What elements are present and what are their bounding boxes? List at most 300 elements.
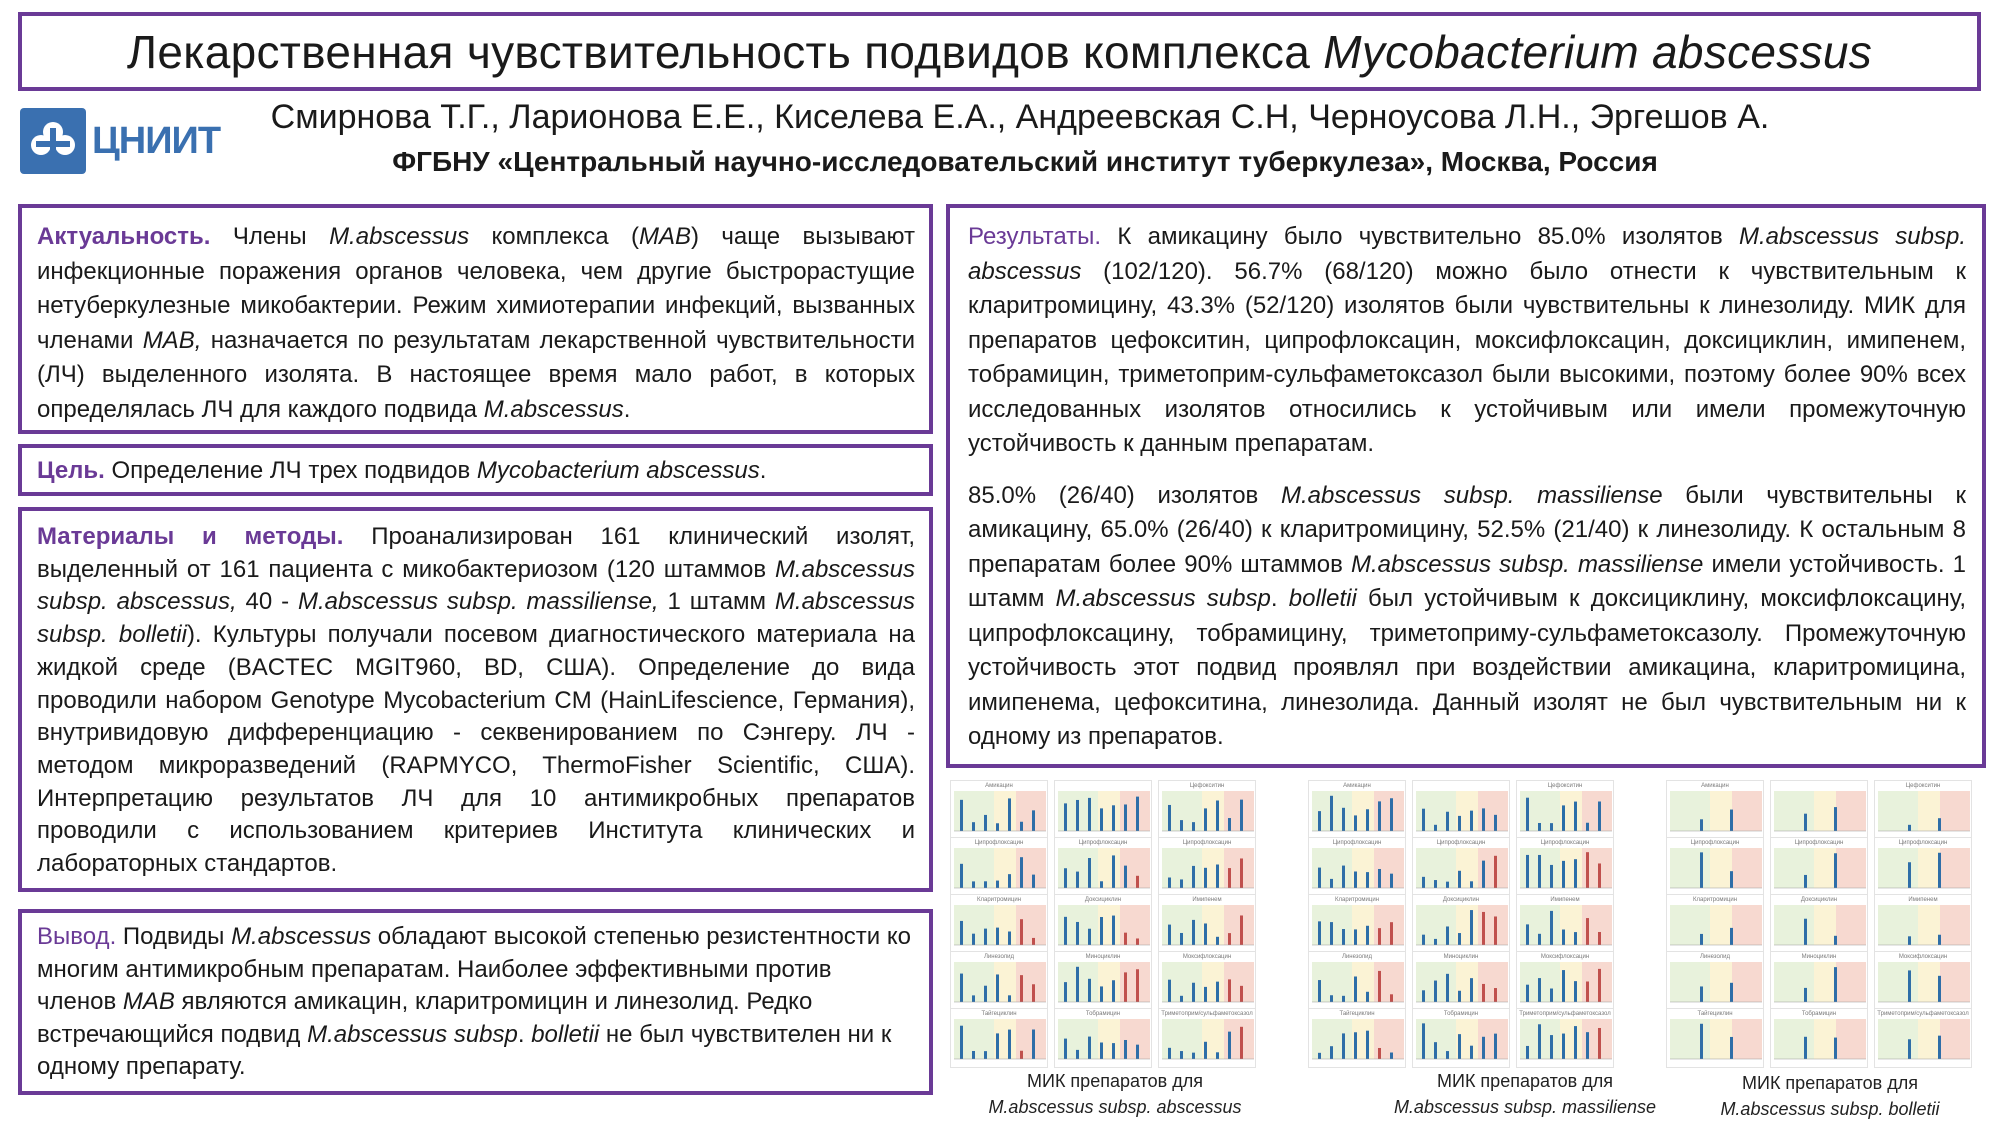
mic-chart-svg <box>1162 905 1254 951</box>
mic-bar <box>1446 1051 1449 1059</box>
mic-bar <box>1318 1053 1321 1059</box>
mic-bar <box>1494 1034 1497 1059</box>
mic-bar <box>1422 990 1425 1002</box>
mic-bar <box>1136 797 1139 831</box>
mic-bar <box>1064 803 1067 831</box>
mic-bar <box>1330 796 1333 831</box>
mic-bar <box>1834 807 1837 831</box>
mic-chart-panel <box>1666 837 1764 897</box>
results-body-1 <box>968 223 1966 457</box>
mic-bar <box>1938 853 1941 888</box>
mic-bar <box>960 864 963 888</box>
mic-bar <box>1598 932 1601 945</box>
mic-chart-svg <box>1058 905 1150 951</box>
mic-chart-panel-title: Триметоприм/сульфаметоксазол <box>1877 1011 1969 1017</box>
italic-term: Mycobacterium abscessus <box>476 457 760 484</box>
mic-bar <box>1318 811 1321 831</box>
text-run: был устойчивым к доксициклину, моксифлоксацину, ципрофлоксацину, тобрамицину, триметоприму-сульфаметоксазолу. Промежуточную устойчивость этот подвид проявлял при воздействии амикацина, кларитромицина, имипенема, цефокситина, линезолида. Данный изолят не был чувствительным ни к одному из препаратов. <box>968 585 1966 750</box>
mic-bar <box>1700 852 1703 888</box>
mic-chart-panel-title: Ципрофлоксацин <box>1540 840 1590 846</box>
mic-zone <box>1918 791 1940 831</box>
mic-chart-panel-title: Ципрофлоксацин <box>1182 840 1232 846</box>
mic-bar <box>1804 919 1807 945</box>
mic-chart-panel <box>1054 951 1152 1011</box>
mic-bar <box>1700 934 1703 945</box>
mic-bar <box>1598 863 1601 888</box>
mic-bar <box>1124 866 1127 888</box>
italic-term: M.abscessus subsp. massiliense <box>1281 481 1663 509</box>
mic-bar <box>1834 853 1837 888</box>
relevance-section <box>18 204 933 434</box>
mic-zone <box>1814 962 1836 1002</box>
mic-bar <box>1088 979 1091 1002</box>
mic-chart-panel-title: Моксифлоксацин <box>1182 954 1232 960</box>
text-run: . <box>1270 585 1289 612</box>
mic-bar <box>1494 988 1497 1002</box>
mic-bar <box>1494 815 1497 831</box>
mic-bar <box>1330 922 1333 945</box>
mic-chart-panel <box>1516 951 1614 1011</box>
mic-bar <box>1032 1029 1035 1059</box>
mic-chart-svg <box>954 962 1046 1008</box>
mic-bar <box>1434 825 1437 831</box>
mic-bar <box>1938 935 1941 945</box>
mic-bar <box>1008 931 1011 945</box>
mic-bar <box>1064 982 1067 1002</box>
text-run: Члены <box>210 223 330 250</box>
mic-bar <box>1228 868 1231 888</box>
goal-heading: Цель. <box>37 457 105 484</box>
mic-bar <box>1804 875 1807 888</box>
mic-chart-panel-title: Имипенем <box>1550 897 1580 903</box>
mic-chart-svg <box>1774 905 1866 951</box>
mic-bar <box>1020 919 1023 945</box>
mic-bar <box>1240 858 1243 888</box>
mic-bar <box>984 986 987 1002</box>
text-run: были чувствительны к амикацину, 65.0% (26/40) к кларитромицину, 52.5% (21/40) к линезолиду. К остальным 8 препаратам более 90% штаммов <box>968 481 1967 578</box>
mic-bar <box>960 1026 963 1059</box>
mic-bar <box>1168 1048 1171 1059</box>
mic-chart-panel-title: Кларитромицин <box>1334 897 1380 903</box>
mic-zone <box>1878 848 1918 888</box>
mic-zone <box>1732 1019 1762 1059</box>
mic-chart-panel <box>1516 780 1614 840</box>
mic-chart-panel <box>1054 780 1152 840</box>
mic-bar <box>1494 856 1497 888</box>
mic-bar <box>1216 982 1219 1002</box>
mic-bar <box>1482 861 1485 888</box>
mic-bar <box>1938 976 1941 1002</box>
mic-chart-svg <box>1520 1019 1612 1065</box>
mic-chart-panel-title: Цефокситин <box>1189 783 1225 789</box>
mic-bar <box>1318 921 1321 945</box>
mic-chart-panel <box>1158 837 1256 897</box>
mic-zone <box>1670 848 1710 888</box>
mic-bar <box>1354 976 1357 1002</box>
mic-chart-svg <box>1670 905 1762 951</box>
mic-bar <box>960 921 963 945</box>
mic-bar <box>1228 1032 1231 1059</box>
mic-bar <box>1562 861 1565 888</box>
mic-chart-svg <box>1312 791 1404 837</box>
mic-bar <box>1124 933 1127 945</box>
mic-bar <box>1574 802 1577 831</box>
text-run: . <box>623 395 631 423</box>
mic-chart-svg <box>1162 1019 1254 1065</box>
mic-chart-panel-title: Моксифлоксацин <box>1898 954 1948 960</box>
mic-chart-panel-title: Линезолид <box>983 954 1015 960</box>
mic-zone <box>1670 962 1710 1002</box>
mic-bar <box>1526 798 1529 831</box>
mic-chart-panel-title: Ципрофлоксацин <box>974 840 1024 846</box>
mic-chart-panel-title: Миноциклин <box>1085 954 1121 960</box>
goal-section <box>18 444 933 496</box>
mic-chart-panel-title: Моксифлоксацин <box>1540 954 1590 960</box>
mic-chart-panel-title: Миноциклин <box>1443 954 1479 960</box>
institute-line: ФГБНУ «Центральный научно-исследовательский институт туберкулеза», Москва, Россия <box>392 146 1658 177</box>
italic-term: M.abscessus <box>483 395 624 423</box>
mic-bar <box>1192 983 1195 1002</box>
mic-bar <box>972 1051 975 1059</box>
mic-bar <box>996 881 999 888</box>
conclusion-section <box>18 909 933 1095</box>
mic-bar <box>1598 801 1601 831</box>
mic-bar <box>1342 808 1345 831</box>
mic-zone <box>1670 791 1710 831</box>
mic-zone <box>1710 791 1732 831</box>
italic-term: M.abscessus subsp <box>1055 585 1271 612</box>
mic-bar <box>1112 805 1115 831</box>
mic-bar <box>1240 1027 1243 1059</box>
mic-bar <box>1700 986 1703 1002</box>
mic-bar <box>1458 1034 1461 1059</box>
mic-chart-svg <box>1312 1019 1404 1065</box>
mic-bar <box>1136 938 1139 945</box>
text-run: ). Культуры получали посевом диагностического материала на жидкой среде (BACTEC MGIT960, BD, США). Определение до вида проводили набором Genotype Mycobacterium CM (HainLifescience, Германия), внутривидовую дифференциацию - секвенированием по Сэнгеру. ЛЧ - методом микроразведений (RAPMYCO, ThermoFisher Scientific, США). Интерпретацию результатов ЛЧ для 10 антимикробных препаратов проводили с использованием критериев Института клинических и лабораторных стандартов. <box>37 621 915 878</box>
mic-bar <box>1020 822 1023 831</box>
mic-zone <box>1918 905 1940 945</box>
mic-chart-panel <box>1412 1008 1510 1068</box>
mic-bar <box>1180 996 1183 1002</box>
mic-bar <box>1550 823 1553 831</box>
mic-bar <box>1240 986 1243 1002</box>
mic-chart-panel <box>1770 894 1868 954</box>
italic-term: bolletii <box>531 1020 600 1048</box>
mic-bar <box>1422 1023 1425 1059</box>
mic-chart-panel <box>950 780 1048 840</box>
italic-term: M.abscessus subsp. bolletii <box>37 588 915 649</box>
mic-bar <box>1470 978 1473 1002</box>
mic-zone <box>1710 1019 1732 1059</box>
mic-chart-svg <box>1878 962 1970 1008</box>
mic-bar <box>1538 978 1541 1002</box>
mic-zone <box>1774 905 1814 945</box>
mic-chart-panel-title: Ципрофлоксацин <box>1794 840 1844 846</box>
italic-term: M.abscessus subsp. abscessus, <box>37 555 915 616</box>
mic-bar <box>1112 855 1115 888</box>
mic-chart-panel <box>1666 894 1764 954</box>
mic-bar <box>1088 1037 1091 1059</box>
mic-bar <box>972 822 975 831</box>
mic-bar <box>1598 1028 1601 1059</box>
mic-bar <box>972 881 975 888</box>
mic-bar <box>1562 1034 1565 1059</box>
mic-bar <box>1470 910 1473 945</box>
mic-chart-panel <box>1874 951 1972 1011</box>
mic-bar <box>1446 812 1449 831</box>
mic-bar <box>1730 983 1733 1002</box>
mic-bar <box>1804 988 1807 1002</box>
mic-bar <box>1938 1036 1941 1059</box>
mic-bar <box>984 1051 987 1059</box>
text-run: обладают высокой степенью резистентности ко многим антимикробным препаратам. Наиболее эффективными против членов <box>37 923 911 1015</box>
mic-bar <box>1008 798 1011 831</box>
mic-bar <box>1434 939 1437 945</box>
mic-bar <box>1730 1037 1733 1059</box>
mic-bar <box>1538 823 1541 831</box>
mic-bar <box>1538 1024 1541 1059</box>
mic-bar <box>1124 972 1127 1002</box>
mic-bar <box>1390 1053 1393 1059</box>
mic-bar <box>1204 1042 1207 1059</box>
mic-bar <box>1240 800 1243 831</box>
mic-chart-panel <box>1666 1008 1764 1068</box>
mic-bar <box>1730 871 1733 888</box>
mic-bar <box>996 928 999 945</box>
mic-zone <box>1732 962 1762 1002</box>
mic-zone <box>1878 1019 1918 1059</box>
mic-chart-panel <box>1666 780 1764 840</box>
mic-bar <box>1434 880 1437 888</box>
mic-bar <box>1482 984 1485 1002</box>
results-section <box>946 204 1986 768</box>
methods-text <box>37 521 915 881</box>
mic-bar <box>1228 933 1231 945</box>
mic-chart-panel <box>1412 837 1510 897</box>
mic-zone <box>1836 905 1866 945</box>
text-run: Подвиды <box>116 923 232 950</box>
mic-chart-svg <box>1878 848 1970 894</box>
mic-bar <box>1354 929 1357 945</box>
mic-bar <box>1100 917 1103 945</box>
mic-zone <box>1836 962 1866 1002</box>
mic-chart-panel <box>1054 894 1152 954</box>
italic-term: MAB, <box>142 326 202 354</box>
mic-bar <box>984 881 987 888</box>
mic-zone <box>1836 848 1866 888</box>
mic-chart-svg <box>1670 1019 1762 1065</box>
mic-bar <box>1124 1040 1127 1059</box>
mic-bar <box>1342 1033 1345 1059</box>
mic-zone <box>1732 905 1762 945</box>
mic-bar <box>960 800 963 831</box>
mic-chart-panel-title: Доксициклин <box>1084 897 1122 903</box>
mic-zone <box>1918 1019 1940 1059</box>
mic-bar <box>1216 1052 1219 1059</box>
mic-bar <box>1494 916 1497 945</box>
text-run: . <box>759 457 767 484</box>
mic-chart-panel-title: Амикацин <box>985 783 1013 789</box>
mic-chart-panel-title: Ципрофлоксацин <box>1690 840 1740 846</box>
mic-bar <box>1192 920 1195 945</box>
mic-bar <box>1938 818 1941 831</box>
mic-bar <box>1908 970 1911 1002</box>
results-heading: Результаты. <box>968 223 1102 250</box>
text-run: Определение ЛЧ трех подвидов <box>104 457 477 484</box>
mic-chart-panel <box>1308 894 1406 954</box>
mic-zone <box>1774 791 1814 831</box>
mic-chart-svg <box>1058 848 1150 894</box>
mic-bar <box>1318 980 1321 1002</box>
mic-bar <box>996 1033 999 1059</box>
mic-bar <box>1020 857 1023 888</box>
mic-chart-svg <box>1520 905 1612 951</box>
mic-bar <box>1342 996 1345 1002</box>
mic-zone <box>1814 848 1836 888</box>
mic-chart-panel-title: Ципрофлоксацин <box>1898 840 1948 846</box>
italic-term: M.abscessus <box>231 923 372 950</box>
mic-chart-svg <box>1416 905 1508 951</box>
mic-bar <box>1342 866 1345 888</box>
mic-chart-svg <box>1162 848 1254 894</box>
mic-bar <box>1470 881 1473 888</box>
mic-bar <box>1354 815 1357 831</box>
mic-chart-panel-title: Тобрамицин <box>1443 1011 1479 1017</box>
mic-bar <box>1112 916 1115 945</box>
mic-chart-svg <box>1520 962 1612 1008</box>
mic-bar <box>1458 933 1461 945</box>
mic-zone <box>1940 848 1970 888</box>
mic-chart-panel <box>1308 1008 1406 1068</box>
mic-chart-panel-title: Имипенем <box>1192 897 1222 903</box>
goal-text <box>37 454 915 489</box>
mic-bar <box>1730 928 1733 945</box>
mic-chart-svg <box>1312 962 1404 1008</box>
mic-bar <box>1008 1030 1011 1059</box>
mic-chart-svg <box>1520 848 1612 894</box>
mic-chart-svg <box>954 848 1046 894</box>
mic-zone <box>1814 1019 1836 1059</box>
mic-chart-panel <box>1308 780 1406 840</box>
italic-term: M.abscessus subsp <box>307 1020 518 1048</box>
mic-chart-panel <box>1308 951 1406 1011</box>
italic-term: M.abscessus subsp. massiliense, <box>298 588 659 616</box>
mic-bar <box>1446 882 1449 888</box>
mic-bar <box>1804 814 1807 831</box>
mic-zone <box>1814 791 1836 831</box>
mic-chart-panel <box>1054 1008 1152 1068</box>
mic-zone <box>1774 1019 1814 1059</box>
mic-bar <box>996 823 999 831</box>
mic-bar <box>1168 925 1171 945</box>
mic-bar <box>1434 981 1437 1002</box>
mic-zone <box>1670 905 1710 945</box>
mic-zone <box>1940 905 1970 945</box>
mic-chart-panel <box>1054 837 1152 897</box>
mic-chart-svg <box>1162 791 1254 837</box>
italic-term: M.abscessus subsp. abscessus <box>968 223 1967 285</box>
mic-zone <box>1836 1019 1866 1059</box>
mic-bar <box>1378 928 1381 945</box>
mic-bar <box>1390 922 1393 945</box>
mic-bar <box>1064 1039 1067 1059</box>
mic-chart-svg <box>1878 791 1970 837</box>
mic-chart-panel <box>1770 1008 1868 1068</box>
mic-bar <box>1112 980 1115 1002</box>
mic-bar <box>1482 912 1485 945</box>
mic-bar <box>1434 1042 1437 1059</box>
mic-chart-svg <box>1058 791 1150 837</box>
relevance-body <box>37 223 915 423</box>
mic-bar <box>1330 1046 1333 1059</box>
mic-chart-svg <box>1416 1019 1508 1065</box>
mic-bar <box>1136 1045 1139 1059</box>
mic-bar <box>1100 1042 1103 1059</box>
mic-bar <box>1076 800 1079 831</box>
mic-chart-panel <box>950 1008 1048 1068</box>
mic-bar <box>1088 858 1091 888</box>
mic-bar <box>1550 911 1553 945</box>
mic-bar <box>1216 800 1219 831</box>
mic-chart-panel <box>1412 894 1510 954</box>
text-run: не был чувствителен ни к одному препарату. <box>37 1020 892 1080</box>
mic-chart-panel <box>1874 837 1972 897</box>
mic-chart-panel <box>1158 1008 1256 1068</box>
mic-bar <box>1804 1037 1807 1059</box>
mic-chart-svg <box>1058 962 1150 1008</box>
mic-bar <box>1446 974 1449 1002</box>
mic-bar <box>1100 881 1103 888</box>
mic-bar <box>1064 917 1067 945</box>
methods-heading: Материалы и методы. <box>37 523 344 550</box>
mic-chart-panel-title: Имипенем <box>1908 897 1938 903</box>
mic-bar <box>1100 986 1103 1002</box>
authors-line: Смирнова Т.Г., Ларионова Е.Е., Киселева Е.А., Андреевская С.Н, Черноусова Л.Н., Эргешов А. <box>270 98 1770 136</box>
text-run: Проанализирован 161 клинический изолят, выделенный от 161 пациента с микобактериозом (120 штаммов <box>37 523 916 583</box>
mic-bar <box>1378 1048 1381 1059</box>
mic-chart-panel-title: Ципрофлоксацин <box>1436 840 1486 846</box>
mic-bar <box>1020 1051 1023 1059</box>
text-run: К амикацину было чувствительно 85.0% изолятов <box>1101 223 1739 250</box>
mic-bar <box>1168 805 1171 831</box>
mic-bar <box>1342 929 1345 945</box>
mic-bar <box>1446 926 1449 945</box>
italic-term: M.abscessus subsp. massiliense <box>1350 550 1704 578</box>
methods-section <box>18 507 933 892</box>
mic-zone <box>1940 1019 1970 1059</box>
mic-bar <box>1076 967 1079 1002</box>
mic-bar <box>1470 811 1473 831</box>
mic-chart-svg <box>1774 791 1866 837</box>
mic-chart-svg <box>1312 848 1404 894</box>
mic-bar <box>1136 876 1139 888</box>
mic-bar <box>1032 938 1035 945</box>
mic-zone <box>1878 905 1918 945</box>
mic-chart-panel-title: Ципрофлоксацин <box>1332 840 1382 846</box>
mic-chart-svg <box>1670 848 1762 894</box>
italic-term: M.abscessus <box>329 223 470 250</box>
mic-bar <box>1908 825 1911 831</box>
mic-bar <box>1112 1043 1115 1059</box>
mic-bar <box>1032 875 1035 888</box>
mic-chart-svg <box>1416 848 1508 894</box>
italic-term: bolletii <box>1288 585 1357 612</box>
results-paragraph-2 <box>968 479 1966 755</box>
mic-chart-svg <box>1520 791 1612 837</box>
text-run: (102/120). 56.7% (68/120) можно было отнести к чувствительным к кларитромицину, 43.3% (52/120) изолятов были чувствительны к линезолиду. МИК для препаратов цефокситин, ципрофлоксацин, моксифлоксацин, доксициклин, имипенем, тобрамицин, триметоприм-сульфаметоксазол были высокими, поэтому более 90% всех исследованных изолятов относились к устойчивым или имели промежуточную устойчивость к данным препаратам. <box>968 257 1966 457</box>
mic-bar <box>1470 1046 1473 1059</box>
text-run: назначается по результатам лекарственной чувствительности (ЛЧ) выделенного изолята. В настоящее время мало работ, в которых определялась ЛЧ для каждого подвида <box>37 326 916 423</box>
